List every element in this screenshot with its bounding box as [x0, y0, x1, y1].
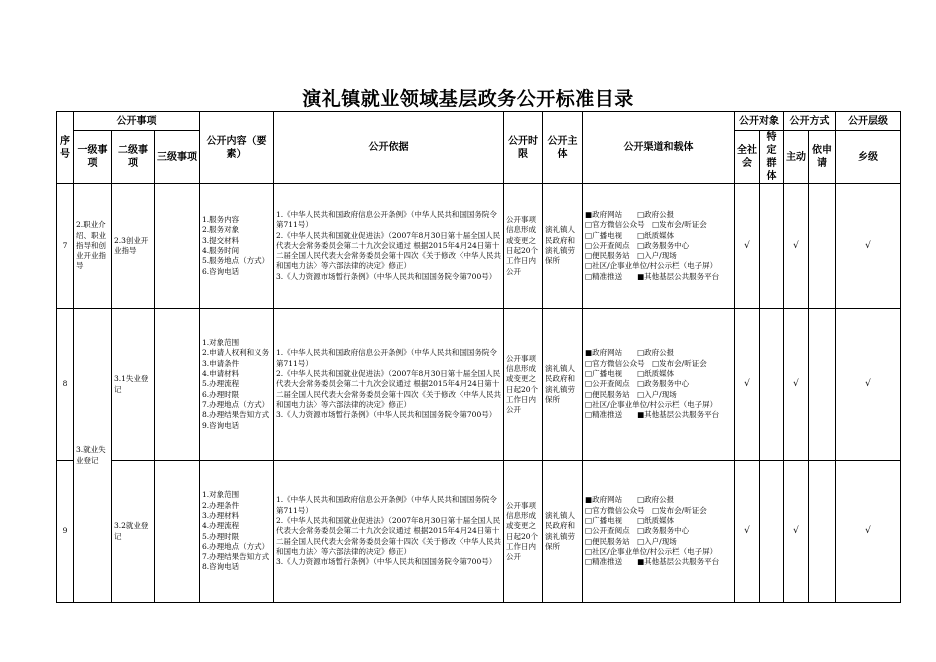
header-object-group: 公开对象	[735, 112, 784, 131]
cell-line: 1.对象范围	[202, 338, 240, 348]
cell-line: 1.对象范围	[202, 490, 240, 500]
catalog-table	[56, 111, 901, 603]
check-specific-group	[760, 461, 784, 603]
row-level3	[155, 309, 200, 461]
cell-line: □官方微信公众号 □发布会/听证会	[585, 505, 707, 515]
cell-line: 3.提交材料	[202, 235, 240, 245]
cell-line: □官方微信公众号 □发布会/听证会	[585, 358, 707, 368]
check-township: √	[836, 309, 901, 461]
row-level2: 2.3创业开业指导	[112, 184, 155, 309]
cell-line: 2.申请人权利和义务	[202, 348, 270, 358]
header-specific-group: 特定群体	[760, 131, 784, 184]
cell-line: 2.《中华人民共和国就业促进法》（2007年8月30日第十届全国人民代表大会常务委员会第二十九次会议通过 根据2015年4月24日第十二届全国人民代表大会常务委员会第十四次《关于修改〈中华人民共和国电力法〉等六部法律的决定》修正）	[276, 516, 501, 556]
cell-line: □公开查阅点 □政务服务中心	[585, 379, 690, 389]
cell-line: □便民服务站 □入户/现场	[585, 389, 677, 399]
cell-line: 2.办理条件	[202, 500, 240, 510]
row-basis	[274, 461, 504, 603]
cell-line: 4.申请材料	[202, 369, 240, 379]
cell-line: 8.咨询电话	[202, 562, 240, 572]
cell-line: 5.办理流程	[202, 379, 240, 389]
cell-line: 4.办理流程	[202, 521, 240, 531]
row-level2: 3.1失业登记	[112, 309, 155, 461]
row-seq: 8	[57, 309, 74, 461]
check-specific-group	[760, 309, 784, 461]
check-on-request	[809, 461, 836, 603]
cell-line: 8.办理结果告知方式	[202, 410, 270, 420]
cell-line: 1.服务内容	[202, 215, 240, 225]
cell-line: □精准推送 ■其他基层公共服务平台	[585, 410, 720, 420]
cell-line: □公开查阅点 □政务服务中心	[585, 526, 690, 536]
cell-line: □公开查阅点 □政务服务中心	[585, 240, 690, 250]
check-township: √	[836, 461, 901, 603]
header-level1: 一级事项	[74, 131, 112, 184]
cell-line: □便民服务站 □入户/现场	[585, 536, 677, 546]
cell-line: □社区/企事业单位/村公示栏（电子屏）	[585, 261, 718, 271]
row-level1: 3.就业失业登记	[74, 309, 112, 603]
row-time: 公开事项信息形成或变更之日起20个工作日内公开	[504, 184, 543, 309]
cell-line: 6.办理时限	[202, 389, 240, 399]
cell-line: ■政府网站 □政府公报	[585, 209, 675, 219]
cell-line: 3.《人力资源市场暂行条例》（中华人民共和国国务院令第700号）	[276, 557, 497, 567]
header-channel: 公开渠道和载体	[583, 112, 735, 184]
cell-line: □精准推送 ■其他基层公共服务平台	[585, 271, 720, 281]
header-items-group: 公开事项	[74, 112, 200, 131]
table-row	[57, 461, 901, 603]
header-on-request: 依申请	[809, 131, 836, 184]
check-whole-society: √	[735, 461, 760, 603]
cell-line: 3.办理材料	[202, 510, 240, 520]
cell-line: 3.《人力资源市场暂行条例》（中华人民共和国国务院令第700号）	[276, 271, 497, 281]
check-active: √	[784, 309, 809, 461]
cell-line: 5.办理时限	[202, 531, 240, 541]
cell-line: 4.服务时间	[202, 246, 240, 255]
cell-line: □广播电视 □纸质媒体	[585, 369, 675, 379]
header-time: 公开时限	[504, 112, 543, 184]
row-level3	[155, 461, 200, 603]
header-level2: 二级事项	[112, 131, 155, 184]
header-active: 主动	[784, 131, 809, 184]
cell-line: 5.服务地点（方式）	[202, 256, 270, 266]
page-title: 演礼镇就业领域基层政务公开标准目录	[302, 88, 634, 110]
cell-line: □官方微信公众号 □发布会/听证会	[585, 220, 707, 230]
table-row	[57, 309, 901, 461]
check-on-request	[809, 309, 836, 461]
header-content: 公开内容（要素）	[200, 112, 274, 184]
row-content	[200, 461, 274, 603]
cell-line: □便民服务站 □入户/现场	[585, 251, 677, 261]
check-township: √	[836, 184, 901, 309]
row-content	[200, 184, 274, 309]
row-time: 公开事项信息形成或变更之日起20个工作日内公开	[504, 309, 543, 461]
cell-line: □精准推送 ■其他基层公共服务平台	[585, 557, 720, 567]
row-content	[200, 309, 274, 461]
header-whole-society: 全社会	[735, 131, 760, 184]
cell-line: 7.办理地点（方式）	[202, 399, 270, 409]
row-basis	[274, 309, 504, 461]
cell-line: 6.咨询电话	[202, 266, 240, 276]
row-time: 公开事项信息形成或变更之日起20个工作日内公开	[504, 461, 543, 603]
cell-line: 3.《人力资源市场暂行条例》（中华人民共和国国务院令第700号）	[276, 410, 497, 420]
header-method-group: 公开方式	[784, 112, 836, 131]
cell-line: 2.《中华人民共和国就业促进法》（2007年8月30日第十届全国人民代表大会常务委员会第二十九次会议通过 根据2015年4月24日第十二届全国人民代表大会常务委员会第十四次《关于修改〈中华人民共和国电力法〉等六部法律的决定》修正）	[276, 230, 501, 271]
cell-line: 1.《中华人民共和国政府信息公开条例》（中华人民共和国国务院令第711号）	[276, 495, 497, 515]
cell-line: 7.办理结果告知方式	[202, 552, 270, 562]
cell-line: 2.服务对象	[202, 225, 240, 235]
header-seq: 序号	[57, 112, 74, 184]
check-active: √	[784, 184, 809, 309]
check-active: √	[784, 461, 809, 603]
row-subject: 演礼镇人民政府和演礼镇劳保所	[543, 309, 583, 461]
row-seq: 7	[57, 184, 74, 309]
row-basis	[274, 184, 504, 309]
check-whole-society: √	[735, 309, 760, 461]
cell-line: 1.《中华人民共和国政府信息公开条例》（中华人民共和国国务院令第711号）	[276, 348, 497, 368]
cell-line: ■政府网站 □政府公报	[585, 348, 675, 358]
check-on-request	[809, 184, 836, 309]
row-channel	[583, 184, 735, 309]
row-subject: 演礼镇人民政府和演礼镇劳保所	[543, 184, 583, 309]
header-subject: 公开主体	[543, 112, 583, 184]
check-specific-group	[760, 184, 784, 309]
cell-line: □社区/企事业单位/村公示栏（电子屏）	[585, 399, 718, 409]
cell-line: 6.办理地点（方式）	[202, 541, 270, 551]
row-seq: 9	[57, 461, 74, 603]
header-basis: 公开依据	[274, 112, 504, 184]
header-level3: 三级事项	[155, 131, 200, 184]
row-level3	[155, 184, 200, 309]
cell-line: 9.咨询电话	[202, 420, 240, 430]
header-township: 乡级	[836, 131, 901, 184]
row-subject: 演礼镇人民政府和演礼镇劳保所	[543, 461, 583, 603]
row-channel	[583, 461, 735, 603]
cell-line: 2.《中华人民共和国就业促进法》（2007年8月30日第十届全国人民代表大会常务委员会第二十九次会议通过 根据2015年4月24日第十二届全国人民代表大会常务委员会第十四次《关于修改〈中华人民共和国电力法〉等六部法律的决定》修正）	[276, 369, 501, 409]
row-channel	[583, 309, 735, 461]
table-row	[57, 184, 901, 309]
cell-line: □广播电视 □纸质媒体	[585, 230, 675, 240]
cell-line: ■政府网站 □政府公报	[585, 495, 675, 505]
cell-line: □社区/企事业单位/村公示栏（电子屏）	[585, 546, 718, 556]
row-level2: 3.2就业登记	[112, 461, 155, 603]
header-level-group: 公开层级	[836, 112, 901, 131]
cell-line: □广播电视 □纸质媒体	[585, 516, 675, 526]
cell-line: 1.《中华人民共和国政府信息公开条例》（中华人民共和国国务院令第711号）	[276, 209, 497, 230]
check-whole-society: √	[735, 184, 760, 309]
cell-line: 3.申请条件	[202, 358, 240, 368]
row-level1: 2.职业介绍、职业指导和创业开业指导	[74, 184, 112, 309]
